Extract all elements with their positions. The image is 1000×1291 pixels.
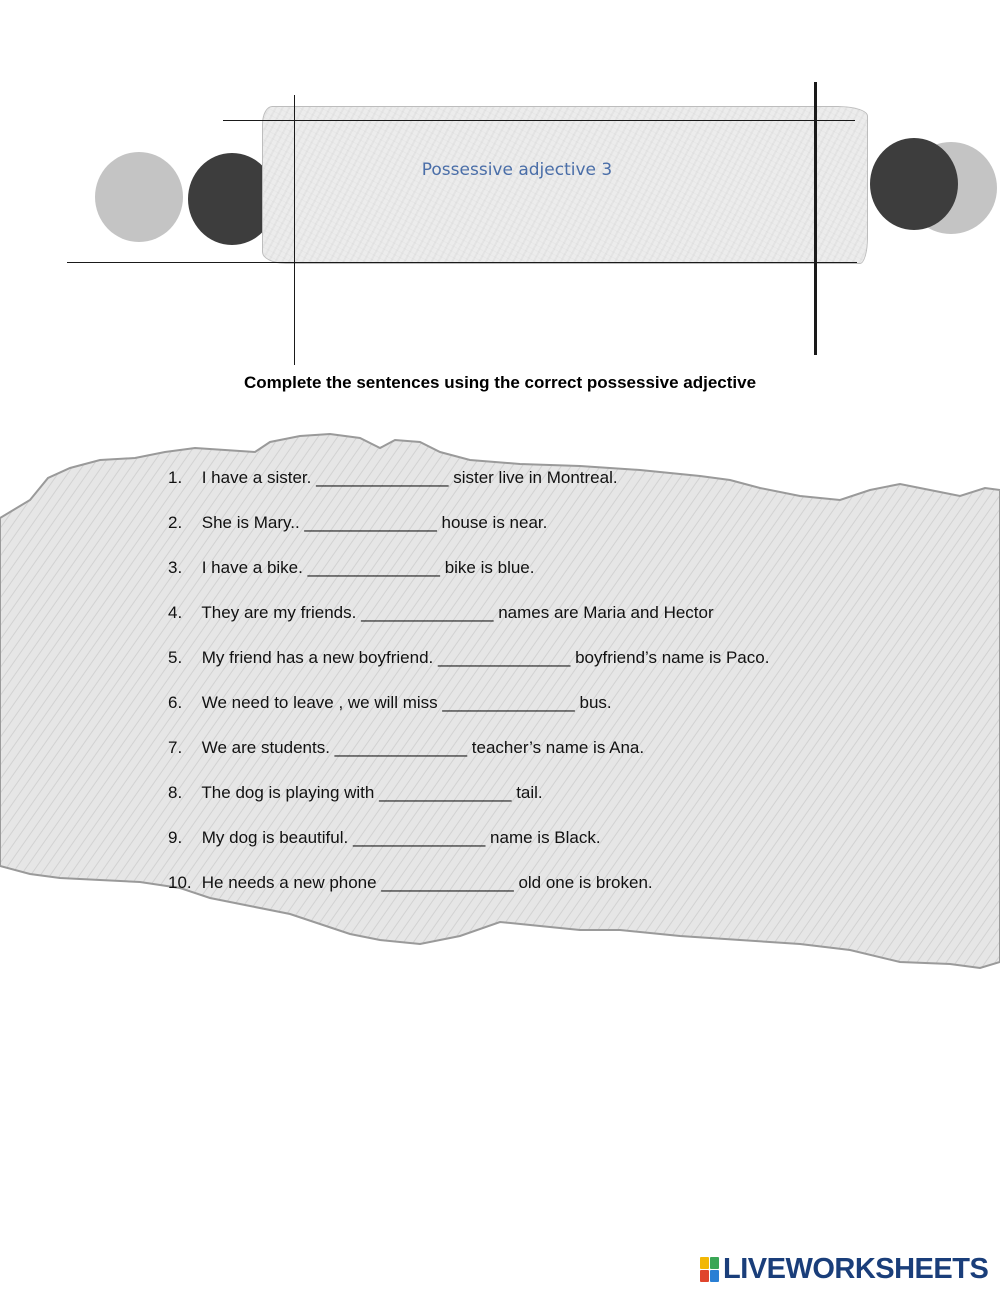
item-number: 9. [168,828,183,847]
logo-block [700,1270,709,1282]
answer-blank[interactable]: ______________ [381,873,514,892]
item-number: 8. [168,783,183,802]
instruction-text: Complete the sentences using the correct possessive adjective [243,373,757,392]
exercise-item [168,688,928,733]
left-light-circle [95,152,183,242]
answer-blank[interactable]: ______________ [316,468,449,487]
item-text-after: old one is broken. [518,873,653,892]
item-text-before: We need to leave , we will miss [201,693,438,712]
answer-blank[interactable]: ______________ [334,738,468,757]
logo-block [700,1257,709,1269]
item-number: 7. [168,738,183,757]
item-text-before: We are students. [201,738,330,757]
item-text-before: I have a bike. [201,558,303,577]
item-text-before: He needs a new phone [201,873,377,892]
logo-block [710,1270,719,1282]
item-number: 1. [168,468,183,487]
title-paper-background [262,106,868,264]
exercise-item [168,643,928,688]
exercise-list [168,463,928,913]
item-text-after: house is near. [441,513,548,532]
answer-blank[interactable]: ______________ [442,693,575,712]
logo-blocks-icon [700,1257,719,1282]
worksheet-title: Possessive adjective 3 [421,160,613,180]
exercise-item [168,553,928,598]
answer-blank[interactable]: ______________ [361,603,494,622]
exercise-item [168,598,928,643]
item-number: 5. [168,648,183,667]
logo-block [710,1257,719,1269]
item-number: 3. [168,558,183,577]
exercise-item [168,508,928,553]
answer-blank[interactable]: ______________ [379,783,512,802]
exercise-item [168,733,928,778]
answer-blank[interactable]: ______________ [352,828,486,847]
item-number: 4. [168,603,183,622]
top-horizontal-rule [223,120,855,121]
answer-blank[interactable]: ______________ [437,648,571,667]
exercise-item [168,868,928,913]
right-vertical-rule [814,82,817,355]
item-text-after: tail. [516,783,543,802]
item-number: 2. [168,513,183,532]
item-text-after: sister live in Montreal. [453,468,618,487]
item-text-before: She is Mary.. [201,513,300,532]
item-text-before: The dog is playing with [201,783,375,802]
answer-blank[interactable]: ______________ [304,513,437,532]
item-text-after: name is Black. [490,828,601,847]
item-text-before: My friend has a new boyfriend. [201,648,434,667]
logo-text: LIVEWORKSHEETS [723,1252,989,1285]
item-text-before: They are my friends. [201,603,357,622]
liveworksheets-logo[interactable] [700,1252,988,1286]
middle-horizontal-rule [67,262,857,263]
left-vertical-rule [294,95,295,365]
exercise-item [168,823,928,868]
exercise-item [168,463,928,508]
item-text-after: boyfriend’s name is Paco. [575,648,770,667]
item-text-before: I have a sister. [201,468,312,487]
item-text-after: names are Maria and Hector [498,603,714,622]
item-text-after: bus. [579,693,612,712]
item-number: 10. [168,873,192,892]
item-text-after: bike is blue. [444,558,535,577]
exercise-item [168,778,928,823]
item-text-before: My dog is beautiful. [201,828,349,847]
item-number: 6. [168,693,183,712]
right-dark-circle [870,138,958,230]
answer-blank[interactable]: ______________ [307,558,440,577]
item-text-after: teacher’s name is Ana. [471,738,645,757]
